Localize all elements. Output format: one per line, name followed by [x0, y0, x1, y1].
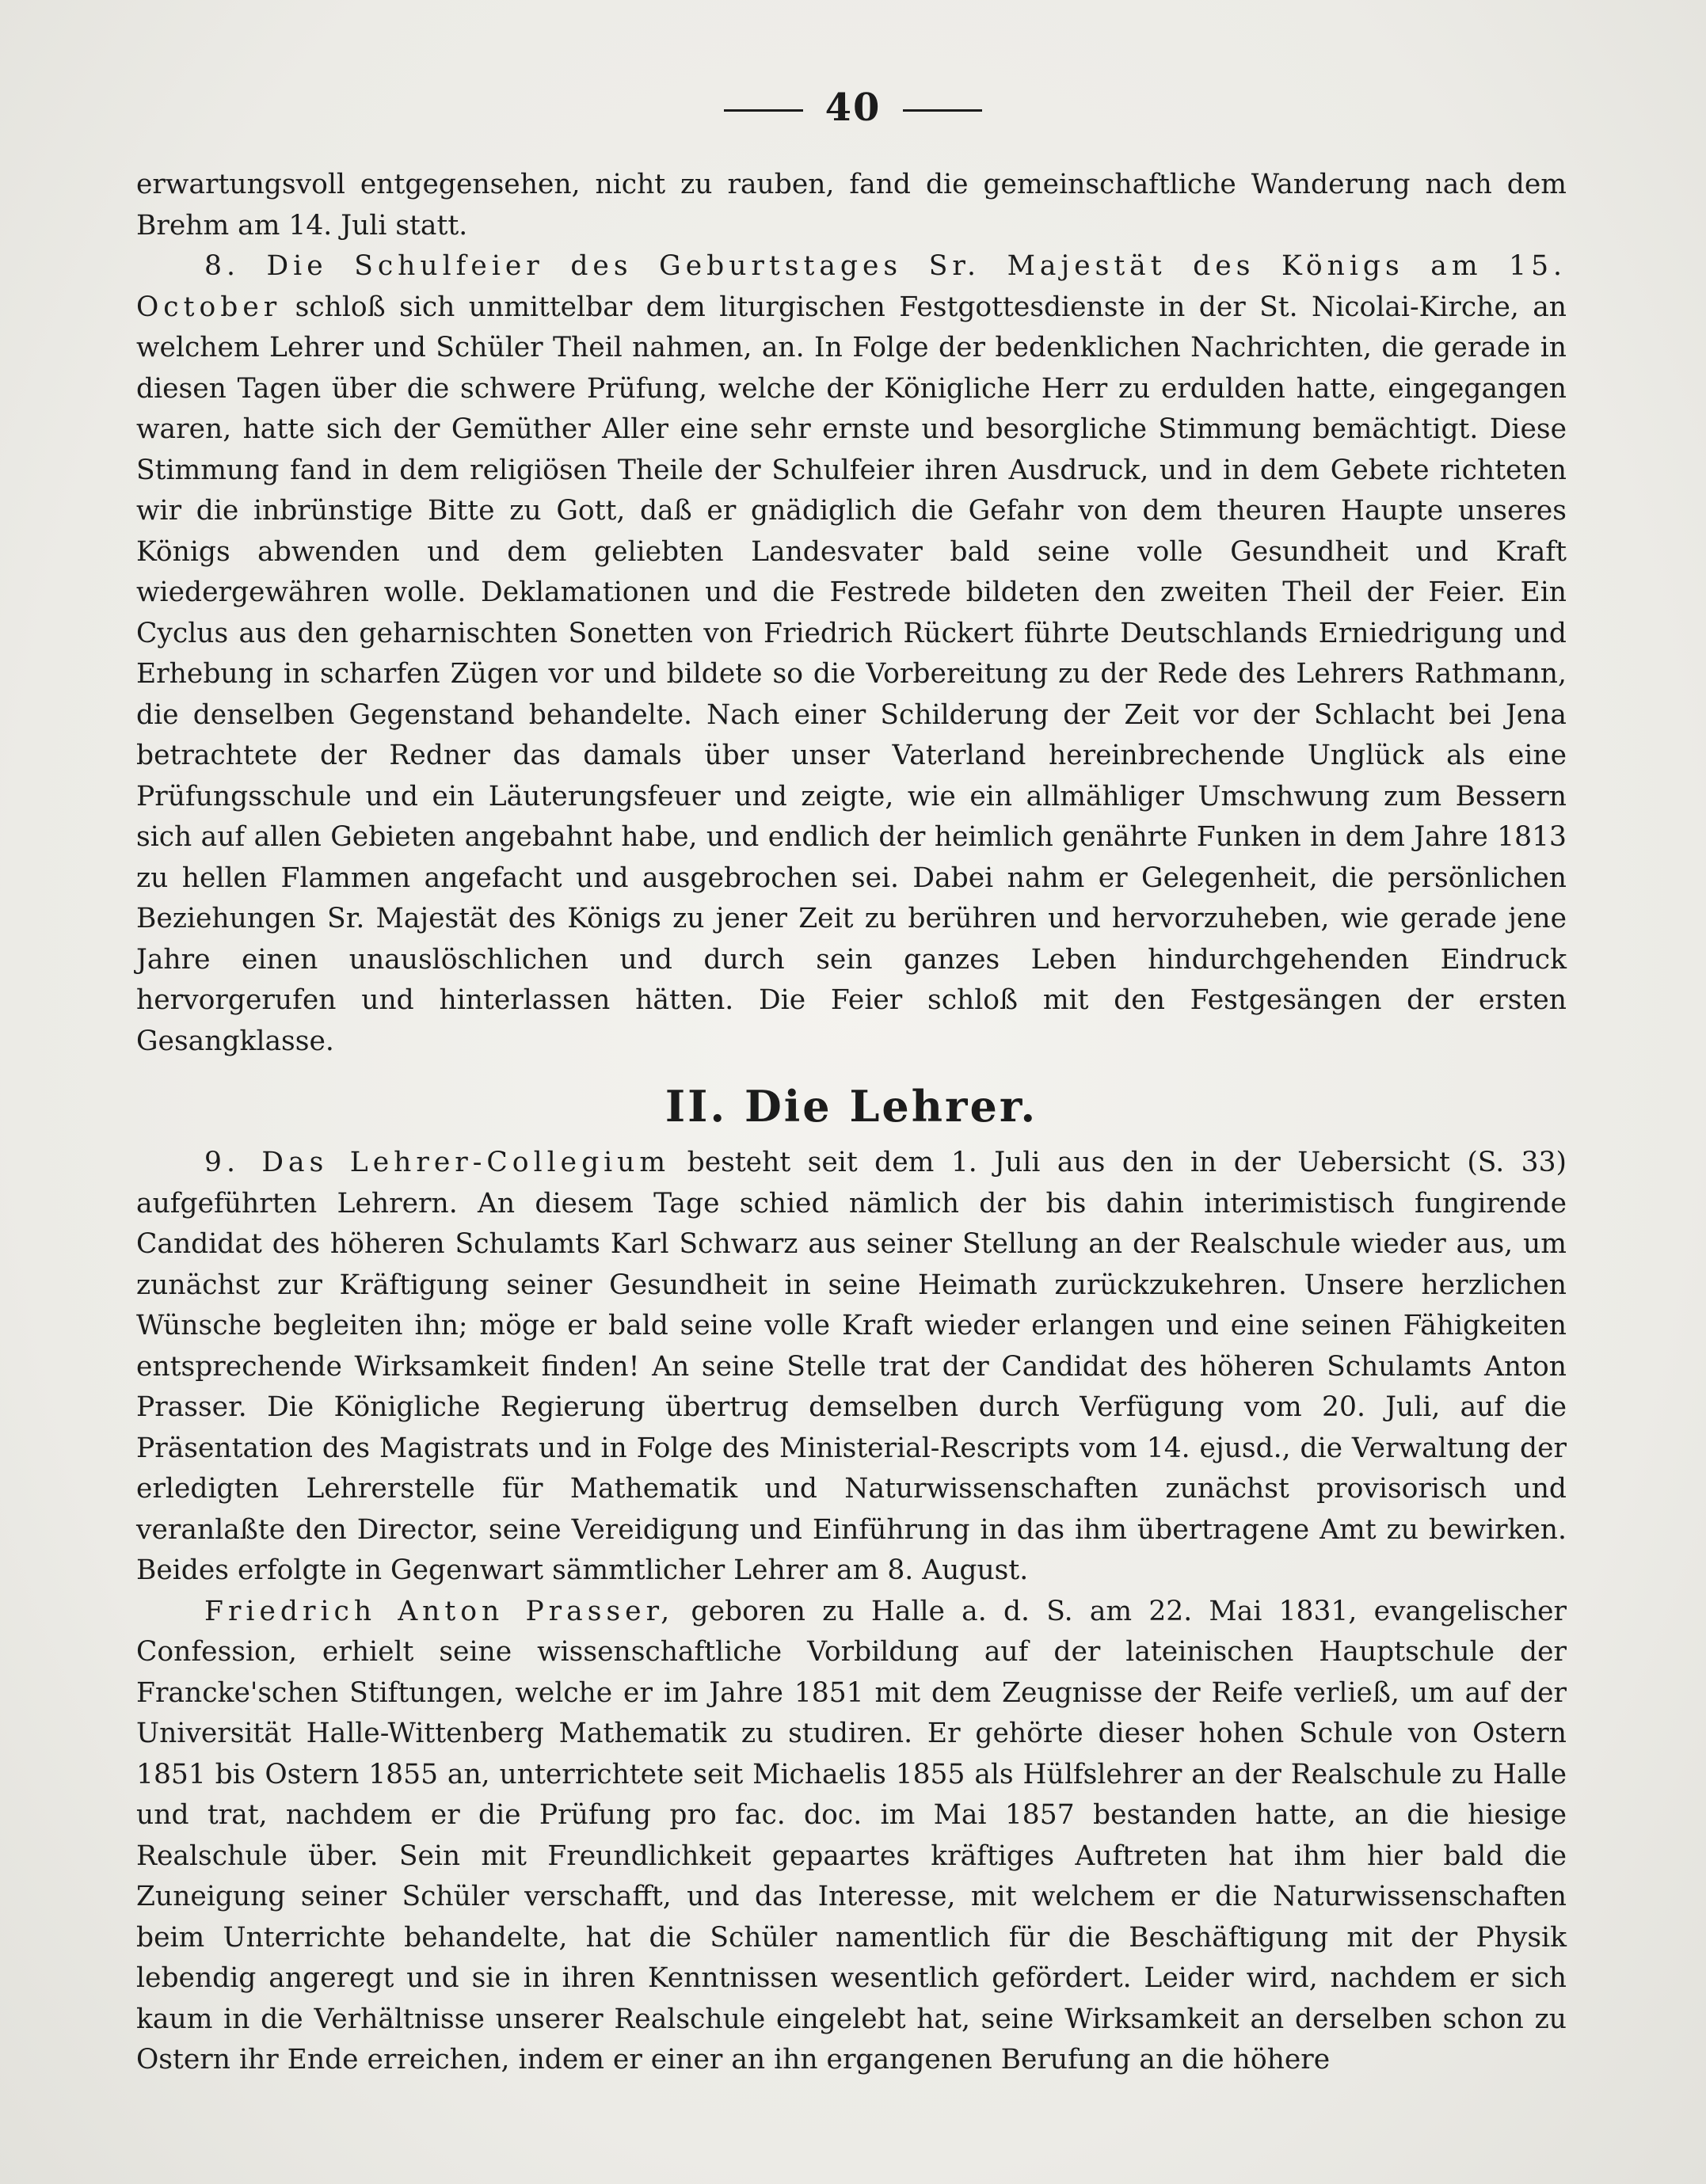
page-number	[0, 86, 1706, 130]
section-heading: II. Die Lehrer.	[665, 1081, 1038, 1132]
paragraph-prasser-lead: Friedrich Anton Prasser,	[204, 1595, 675, 1627]
paragraph-9-lehrer-collegium	[136, 1143, 1567, 1592]
page-number-dash-left	[724, 109, 803, 112]
paragraph-prasser-text: geboren zu Halle a. d. S. am 22. Mai 1831, evangelischer Confession, erhielt seine wissenschaftliche Vorbildung auf der lateinischen Hauptschule der Francke'schen Stiftungen, welche er im Jahre 1851 mit dem Zeugnisse der Reife verließ, um auf der Universität Halle-Wittenberg Mathematik zu studiren. Er gehörte dieser hohen Schule von Ostern 1851 bis Ostern 1855 an, unterrichtete seit Michaelis 1855 als Hülfslehrer an der Realschule zu Halle und trat, nachdem er die Prüfung pro fac. doc. im Mai 1857 bestanden hatte, an die hiesige Realschule über. Sein mit Freundlichkeit gepaartes kräftiges Auftreten hat ihm hier bald die Zuneigung seiner Schüler verschafft, und das Interesse, mit welchem er die Naturwissenschaften beim Unterrichte behandelte, hat die Schüler namentlich für die Beschäftigung mit der Physik lebendig angeregt und sie in ihren Kenntnissen wesentlich gefördert. Leider wird, nachdem er sich kaum in die Verhältnisse unserer Realschule eingelebt hat, seine Wirksamkeit an derselben schon zu Ostern ihr Ende erreichen, indem er einer an ihn ergangenen Berufung an die höhere	[136, 1595, 1567, 2076]
page-number-value: 40	[824, 86, 882, 130]
paragraph-9-lead: 9. Das Lehrer-Collegium	[204, 1147, 671, 1178]
body-text	[136, 165, 1567, 2081]
page-number-dash-right	[903, 109, 982, 112]
paragraph-9-text: besteht seit dem 1. Juli aus den in der Uebersicht (S. 33) aufgeführten Lehrern. An diesem Tage schied nämlich der bis dahin interimistisch fungirende Candidat des höheren Schulamts Karl Schwarz aus seiner Stellung an der Realschule wieder aus, um zunächst zur Kräftigung seiner Gesundheit in seine Heimath zurückzukehren. Unsere herzlichen Wünsche begleiten ihn; möge er bald seine volle Kraft wieder erlangen und eine seinen Fähigkeiten entsprechende Wirksamkeit finden! An seine Stelle trat der Candidat des höheren Schulamts Anton Prasser. Die Königliche Regierung übertrug demselben durch Verfügung vom 20. Juli, auf die Präsentation des Magistrats und in Folge des Ministerial-Rescripts vom 14. ejusd., die Verwaltung der erledigten Lehrerstelle für Mathematik und Naturwissenschaften zunächst provisorisch und veranlaßte den Director, seine Vereidigung und Einführung in das ihm übertragene Amt zu bewirken. Beides erfolgte in Gegenwart sämmtlicher Lehrer am 8. August.	[136, 1147, 1567, 1586]
paragraph-continuation: erwartungsvoll entgegensehen, nicht zu rauben, fand die gemeinschaftliche Wanderung nach dem Brehm am 14. Juli statt.	[136, 169, 1567, 242]
paragraph-8-schulfeier	[136, 246, 1567, 1062]
paragraph-8-text: schloß sich unmittelbar dem liturgischen Festgottesdienste in der St. Nicolai-Kirche, an welchem Lehrer und Schüler Theil nahmen, an. In Folge der bedenklichen Nachrichten, die gerade in diesen Tagen über die schwere Prüfung, welche der Königliche Herr zu erdulden hatte, eingegangen waren, hatte sich der Gemüther Aller eine sehr ernste und besorgliche Stimmung bemächtigt. Diese Stimmung fand in dem religiösen Theile der Schulfeier ihren Ausdruck, und in dem Gebete richteten wir die inbrünstige Bitte zu Gott, daß er gnädiglich die Gefahr von dem theuren Haupte unseres Königs abwenden und dem geliebten Landesvater bald seine volle Gesundheit und Kraft wiedergewähren wolle. Deklamationen und die Festrede bildeten den zweiten Theil der Feier. Ein Cyclus aus den geharnischten Sonetten von Friedrich Rückert führte Deutschlands Erniedrigung und Erhebung in scharfen Zügen vor und bildete so die Vorbereitung zu der Rede des Lehrers Rathmann, die denselben Gegenstand behandelte. Nach einer Schilderung der Zeit vor der Schlacht bei Jena betrachtete der Redner das damals über unser Vaterland hereinbrechende Unglück als eine Prüfungsschule und ein Läuterungsfeuer und zeigte, wie ein allmähliger Umschwung zum Bessern sich auf allen Gebieten angebahnt habe, und endlich der heimlich genährte Funken in dem Jahre 1813 zu hellen Flammen angefacht und ausgebrochen sei. Dabei nahm er Gelegenheit, die persönlichen Beziehungen Sr. Majestät des Königs zu jener Zeit zu berühren und hervorzuheben, wie gerade jene Jahre einen unauslöschlichen und durch sein ganzes Leben hindurchgehenden Eindruck hervorgerufen und hinterlassen hätten. Die Feier schloß mit den Festgesängen der ersten Gesangklasse.	[136, 291, 1567, 1057]
paragraph-prasser-biography	[136, 1592, 1567, 2081]
paragraph-8-lead: 8. Die Schulfeier des Geburtstages Sr. Majestät des Königs am 15. October	[136, 250, 1567, 323]
